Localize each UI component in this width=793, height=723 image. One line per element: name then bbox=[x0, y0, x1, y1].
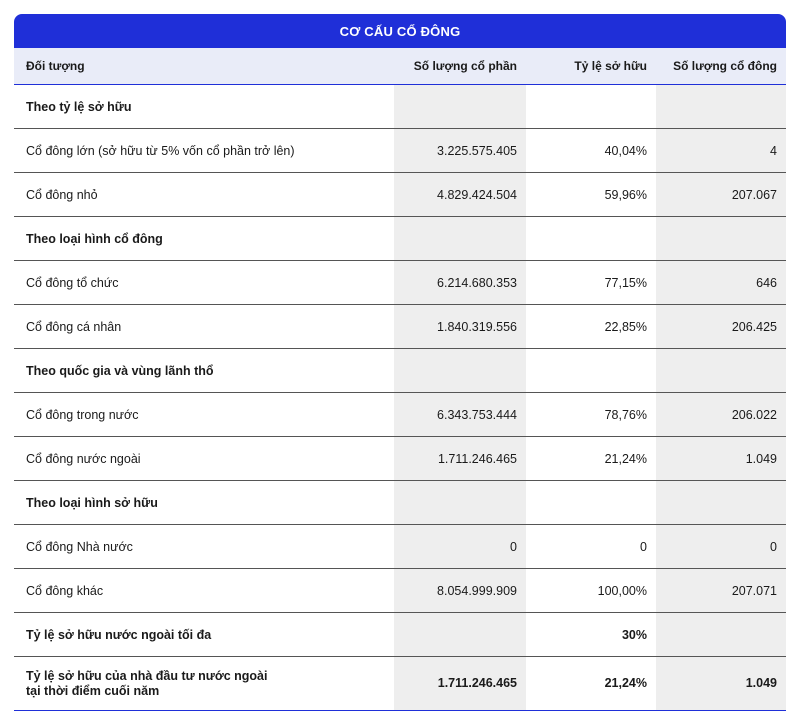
table-row bbox=[14, 525, 786, 569]
row-shares bbox=[394, 217, 526, 261]
table bbox=[14, 48, 786, 711]
row-holders: 206.022 bbox=[656, 393, 786, 437]
row-shares bbox=[394, 481, 526, 525]
row-label: Theo loại hình cổ đông bbox=[14, 217, 394, 261]
row-holders: 0 bbox=[656, 525, 786, 569]
row-shares: 3.225.575.405 bbox=[394, 129, 526, 173]
row-ratio: 30% bbox=[526, 613, 656, 657]
row-holders: 207.071 bbox=[656, 569, 786, 613]
row-shares bbox=[394, 349, 526, 393]
row-holders: 646 bbox=[656, 261, 786, 305]
row-ratio bbox=[526, 85, 656, 129]
table-row bbox=[14, 173, 786, 217]
row-shares: 1.711.246.465 bbox=[394, 657, 526, 711]
row-shares: 4.829.424.504 bbox=[394, 173, 526, 217]
shareholder-structure-table bbox=[14, 14, 786, 711]
row-shares: 1.840.319.556 bbox=[394, 305, 526, 349]
row-label: Theo loại hình sở hữu bbox=[14, 481, 394, 525]
table-row bbox=[14, 305, 786, 349]
row-holders bbox=[656, 85, 786, 129]
header-row bbox=[14, 48, 786, 85]
table-row bbox=[14, 569, 786, 613]
row-holders bbox=[656, 349, 786, 393]
row-ratio: 78,76% bbox=[526, 393, 656, 437]
row-label: Cổ đông Nhà nước bbox=[14, 525, 394, 569]
section-row bbox=[14, 217, 786, 261]
table-row bbox=[14, 657, 786, 711]
row-label: Cổ đông nước ngoài bbox=[14, 437, 394, 481]
row-ratio: 21,24% bbox=[526, 437, 656, 481]
header-holders: Số lượng cổ đông bbox=[656, 48, 786, 85]
row-ratio: 21,24% bbox=[526, 657, 656, 711]
row-label: Cổ đông khác bbox=[14, 569, 394, 613]
row-ratio: 40,04% bbox=[526, 129, 656, 173]
header-subject: Đối tượng bbox=[14, 48, 394, 85]
table-title: CƠ CẤU CỔ ĐÔNG bbox=[14, 14, 786, 48]
row-label: Cổ đông cá nhân bbox=[14, 305, 394, 349]
table-row bbox=[14, 261, 786, 305]
row-holders: 206.425 bbox=[656, 305, 786, 349]
row-ratio: 100,00% bbox=[526, 569, 656, 613]
row-ratio bbox=[526, 217, 656, 261]
row-label: Cổ đông lớn (sở hữu từ 5% vốn cổ phần trở lên) bbox=[14, 129, 394, 173]
header-shares: Số lượng cổ phần bbox=[394, 48, 526, 85]
row-shares bbox=[394, 85, 526, 129]
header-ratio: Tỷ lệ sở hữu bbox=[526, 48, 656, 85]
row-ratio bbox=[526, 349, 656, 393]
row-shares: 8.054.999.909 bbox=[394, 569, 526, 613]
row-ratio bbox=[526, 481, 656, 525]
row-shares: 1.711.246.465 bbox=[394, 437, 526, 481]
row-label: Cổ đông nhỏ bbox=[14, 173, 394, 217]
row-label: Theo quốc gia và vùng lãnh thổ bbox=[14, 349, 394, 393]
row-holders: 4 bbox=[656, 129, 786, 173]
table-row bbox=[14, 129, 786, 173]
section-row bbox=[14, 349, 786, 393]
row-holders bbox=[656, 217, 786, 261]
row-ratio: 77,15% bbox=[526, 261, 656, 305]
row-shares: 6.343.753.444 bbox=[394, 393, 526, 437]
row-shares: 0 bbox=[394, 525, 526, 569]
row-holders bbox=[656, 481, 786, 525]
row-holders: 207.067 bbox=[656, 173, 786, 217]
section-row bbox=[14, 481, 786, 525]
row-label: Tỷ lệ sở hữu nước ngoài tối đa bbox=[14, 613, 394, 657]
row-shares: 6.214.680.353 bbox=[394, 261, 526, 305]
row-label: Cổ đông trong nước bbox=[14, 393, 394, 437]
row-label: Cổ đông tổ chức bbox=[14, 261, 394, 305]
table-row bbox=[14, 393, 786, 437]
row-shares bbox=[394, 613, 526, 657]
table-row bbox=[14, 437, 786, 481]
table-row bbox=[14, 613, 786, 657]
row-holders: 1.049 bbox=[656, 657, 786, 711]
row-label: Theo tỷ lệ sở hữu bbox=[14, 85, 394, 129]
row-holders: 1.049 bbox=[656, 437, 786, 481]
row-ratio: 59,96% bbox=[526, 173, 656, 217]
row-holders bbox=[656, 613, 786, 657]
row-ratio: 22,85% bbox=[526, 305, 656, 349]
section-row bbox=[14, 85, 786, 129]
row-label: Tỷ lệ sở hữu của nhà đầu tư nước ngoài tại thời điểm cuối năm bbox=[14, 657, 394, 711]
row-ratio: 0 bbox=[526, 525, 656, 569]
